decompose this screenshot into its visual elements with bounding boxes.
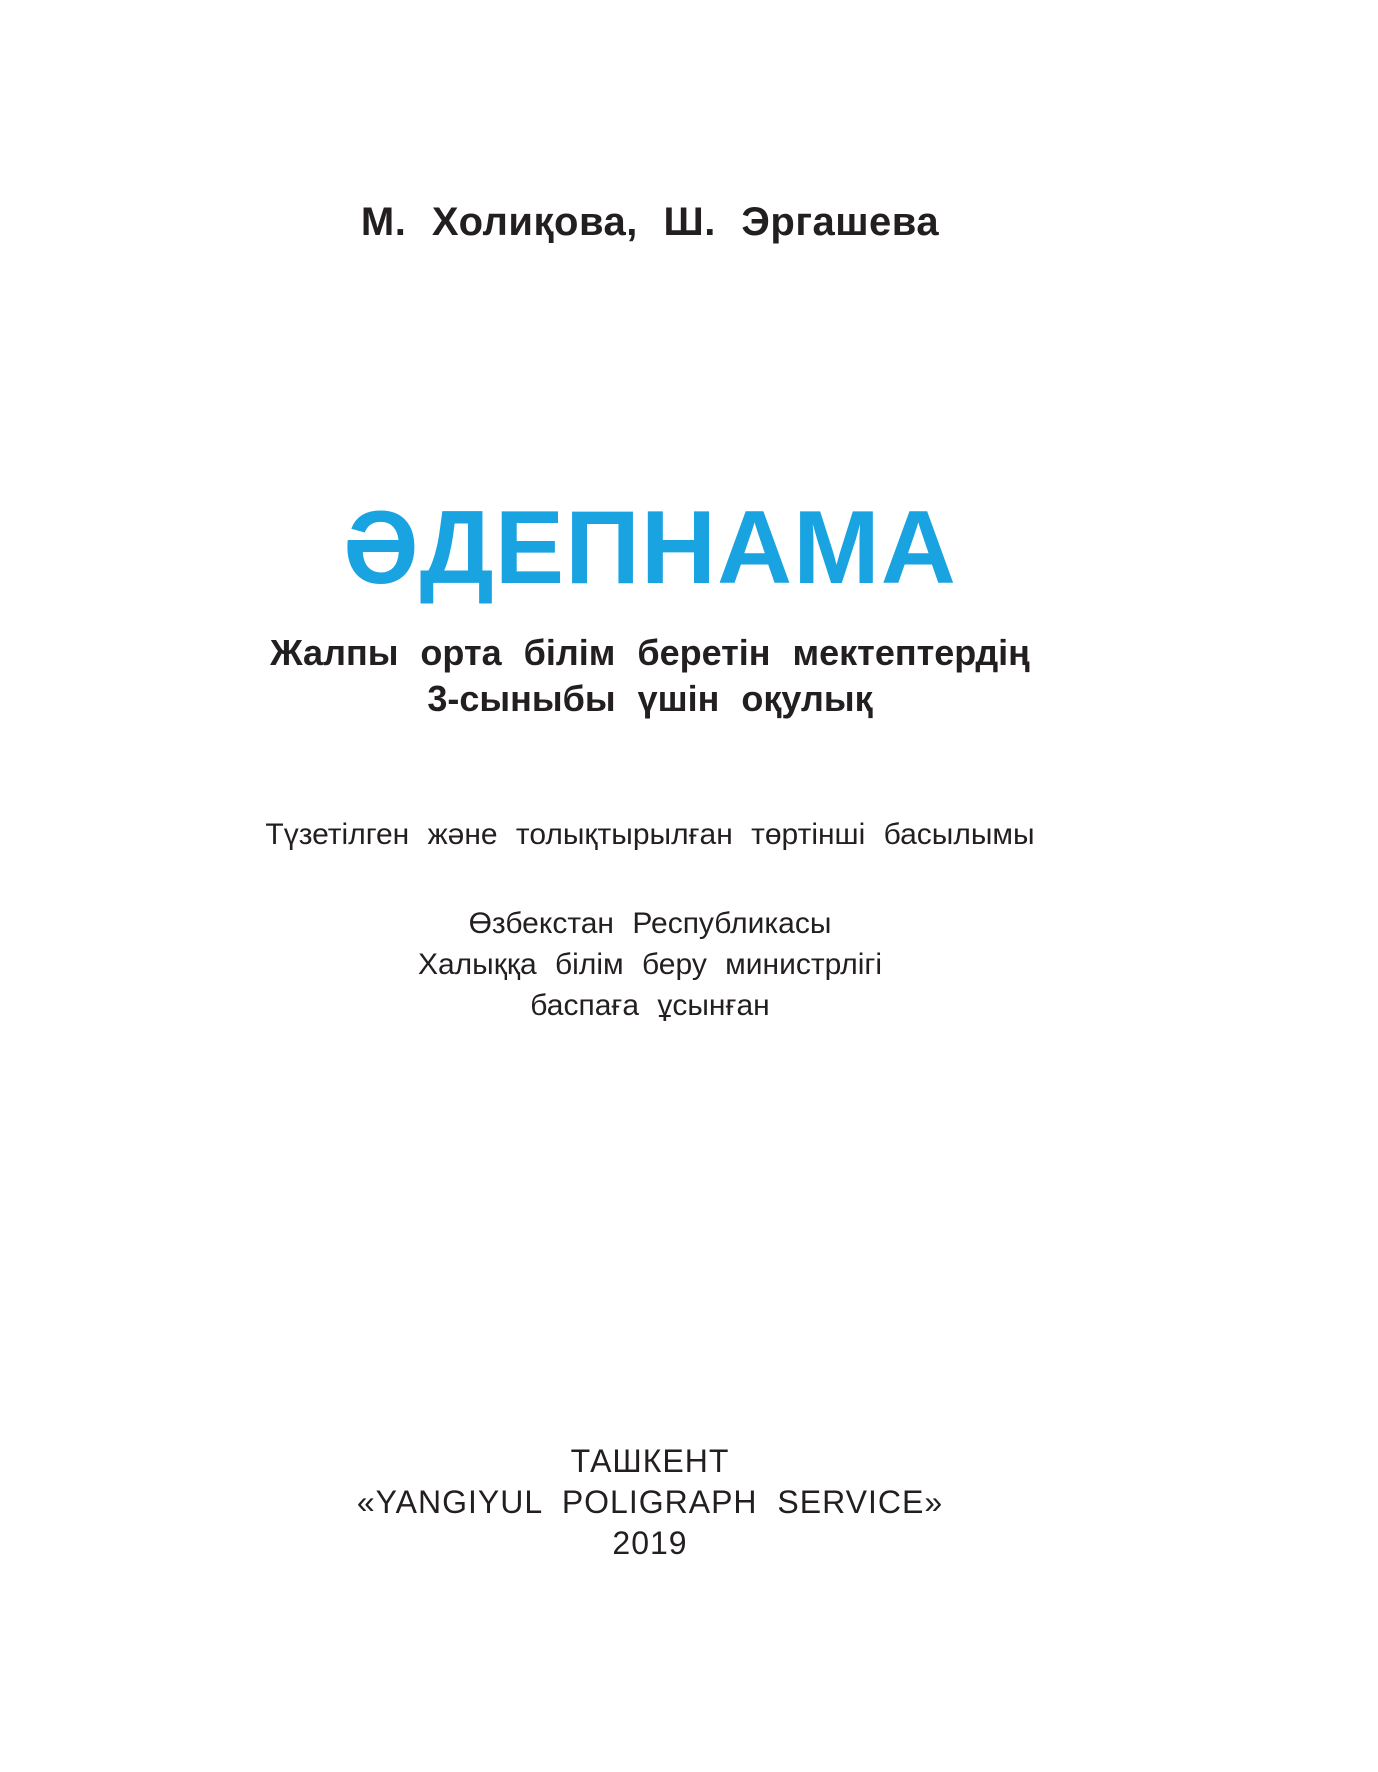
subtitle-line-2: 3-сыныбы үшін оқулық bbox=[427, 678, 873, 719]
approval-line-1: Өзбекстан Республикасы bbox=[468, 907, 832, 940]
publication-year: 2019 bbox=[612, 1525, 688, 1561]
approval-line-3: баспаға ұсынған bbox=[530, 989, 770, 1022]
subtitle-line-1: Жалпы орта білім беретін мектептердің bbox=[270, 632, 1030, 673]
publisher-name: «YANGIYUL POLIGRAPH SERVICE» bbox=[356, 1484, 944, 1520]
publisher-info bbox=[0, 1441, 1300, 1564]
authors: М. Холиқова, Ш. Эргашева bbox=[360, 200, 940, 244]
book-subtitle bbox=[0, 630, 1300, 722]
approval-note bbox=[0, 903, 1300, 1026]
edition-note: Түзетілген және толықтырылған төртінші басылымы bbox=[265, 818, 1035, 851]
publisher-city: ТАШКЕНТ bbox=[570, 1443, 730, 1479]
book-title: ӘДЕПНАМА bbox=[343, 490, 957, 606]
approval-line-2: Халыққа білім беру министрлігі bbox=[417, 948, 883, 981]
